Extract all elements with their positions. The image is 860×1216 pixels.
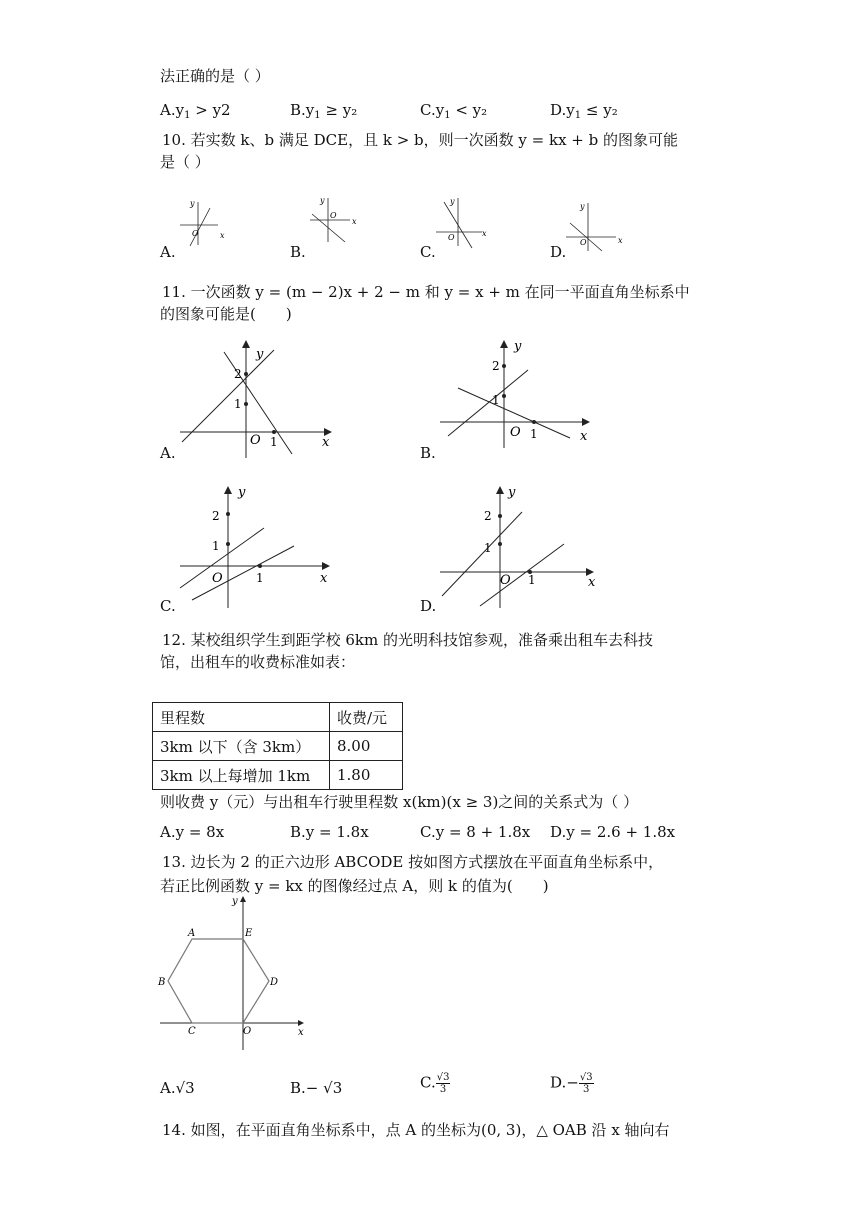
q9-text-tail: 法正确的是（ ） (160, 67, 270, 85)
svg-text:x: x (352, 217, 357, 226)
q11-option-a: A. (160, 444, 176, 462)
svg-text:D: D (270, 977, 279, 988)
q11-graph-c (176, 480, 346, 610)
q11-option-c: C. (160, 597, 176, 615)
q11-graph-d (436, 480, 606, 610)
svg-text:x: x (580, 429, 588, 444)
q13-text-line2: 若正比例函数 y = kx 的图像经过点 A，则 k 的值为( ) (160, 877, 549, 895)
svg-text:y: y (256, 347, 264, 362)
q12-option-d: D.y = 2.6 + 1.8x (550, 823, 676, 841)
svg-text:2: 2 (484, 509, 492, 523)
svg-text:1: 1 (484, 541, 492, 555)
table-cell: 3km 以下（含 3km） (153, 732, 330, 761)
q12-text-line1: 12. 某校组织学生到距学校 6km 的光明科技馆参观，准备乘出租车去科技 (162, 631, 654, 649)
svg-text:O: O (330, 211, 337, 220)
table-header-cell: 收费/元 (330, 703, 403, 732)
q10-graph-b (300, 190, 370, 250)
table-row (153, 761, 403, 790)
table-cell: 8.00 (330, 732, 403, 761)
q9-option-a: $A.y_1 > y2$ (160, 101, 231, 121)
svg-text:x: x (482, 229, 487, 238)
q11-graph-b (436, 336, 606, 450)
q10-option-c: C. (420, 243, 436, 261)
table-header-row (153, 703, 403, 732)
q10-option-d: D. (550, 243, 567, 261)
svg-text:1: 1 (492, 393, 500, 407)
svg-text:x: x (322, 435, 330, 450)
svg-text:2: 2 (212, 509, 220, 523)
svg-text:O: O (500, 573, 511, 588)
hexagon-figure (152, 892, 312, 1054)
svg-text:B: B (158, 977, 166, 988)
q11-option-d: D. (420, 597, 437, 615)
q11-option-b: B. (420, 444, 436, 462)
svg-text:x: x (618, 236, 623, 245)
table-cell: 1.80 (330, 761, 403, 790)
table-header-cell: 里程数 (153, 703, 330, 732)
svg-text:O: O (212, 571, 223, 586)
q14-text-line1: 14. 如图，在平面直角坐标系中，点 A 的坐标为(0, 3)，△ OAB 沿 x 轴向右 (162, 1121, 670, 1139)
svg-text:C: C (188, 1026, 196, 1037)
q9-option-d: $D.y_1 \le y_2$ (550, 101, 618, 121)
q9-option-c: $C.y_1 < y_2$ (420, 101, 488, 121)
svg-text:y: y (190, 199, 195, 208)
svg-text:x: x (320, 571, 328, 586)
q10-text-line2: 是（ ） (160, 153, 210, 171)
q12-option-c: C.y = 8 + 1.8x (420, 823, 531, 841)
q10-option-b: B. (290, 243, 306, 261)
q13-option-c: C. $\frac{√3}{3}$ (420, 1072, 450, 1095)
svg-text:y: y (238, 485, 246, 500)
svg-text:y: y (508, 485, 516, 500)
q12-option-b: B.y = 1.8x (290, 823, 369, 841)
svg-text:x: x (588, 575, 596, 590)
q13-option-a: A.√3 (160, 1079, 195, 1097)
q11-graph-a (176, 338, 346, 460)
q12-option-a: A.y = 8x (160, 823, 225, 841)
svg-text:y: y (320, 196, 325, 205)
svg-text:1: 1 (212, 539, 220, 553)
table-cell: 3km 以上每增加 1km (153, 761, 330, 790)
svg-text:2: 2 (234, 367, 242, 381)
table-row (153, 732, 403, 761)
svg-text:O: O (510, 425, 521, 440)
svg-text:A: A (188, 928, 196, 939)
svg-text:y: y (514, 339, 522, 354)
svg-text:O: O (243, 1026, 252, 1037)
svg-text:x: x (298, 1027, 304, 1038)
q12-text-line2: 馆，出租车的收费标准如表： (160, 653, 356, 671)
q10-option-a: A. (160, 243, 176, 261)
svg-text:1: 1 (528, 573, 536, 587)
svg-text:O: O (250, 433, 261, 448)
svg-text:2: 2 (492, 359, 500, 373)
q13-option-d: D.− $\frac{√3}{3}$ (550, 1072, 593, 1095)
q11-text-line1: 11. 一次函数 y = (m − 2)x + 2 − m 和 y = x + m 在同一平面直角坐标系中 (162, 283, 690, 301)
svg-text:O: O (192, 229, 199, 238)
svg-text:y: y (232, 896, 238, 907)
q13-text-line1: 13. 边长为 2 的正六边形 ABCODE 按如图方式摆放在平面直角坐标系中， (162, 853, 664, 871)
q9-option-b: $B.y_1 \ge y_2$ (290, 101, 358, 121)
svg-text:y: y (450, 197, 455, 206)
q13-option-b: B.− √3 (290, 1079, 343, 1097)
q10-graph-c (430, 190, 500, 250)
svg-text:1: 1 (234, 397, 242, 411)
svg-text:O: O (448, 233, 455, 242)
svg-text:y: y (580, 202, 585, 211)
q12-text-line3: 则收费 y（元）与出租车行驶里程数 x(km)(x ≥ 3)之间的关系式为（ ） (160, 793, 639, 811)
svg-text:O: O (580, 238, 587, 247)
q10-text-line1: 10. 若实数 k、b 满足 DCE，且 k > b，则一次函数 y = kx + b 的图象可能 (162, 131, 679, 149)
q10-graph-a (170, 190, 240, 250)
svg-text:1: 1 (270, 435, 278, 449)
svg-text:x: x (220, 231, 225, 240)
fare-table (152, 702, 403, 790)
q11-text-line2: 的图象可能是( ) (160, 305, 292, 323)
q10-graph-d (560, 195, 630, 255)
svg-text:1: 1 (256, 571, 264, 585)
svg-text:1: 1 (530, 427, 538, 441)
svg-text:E: E (245, 928, 253, 939)
